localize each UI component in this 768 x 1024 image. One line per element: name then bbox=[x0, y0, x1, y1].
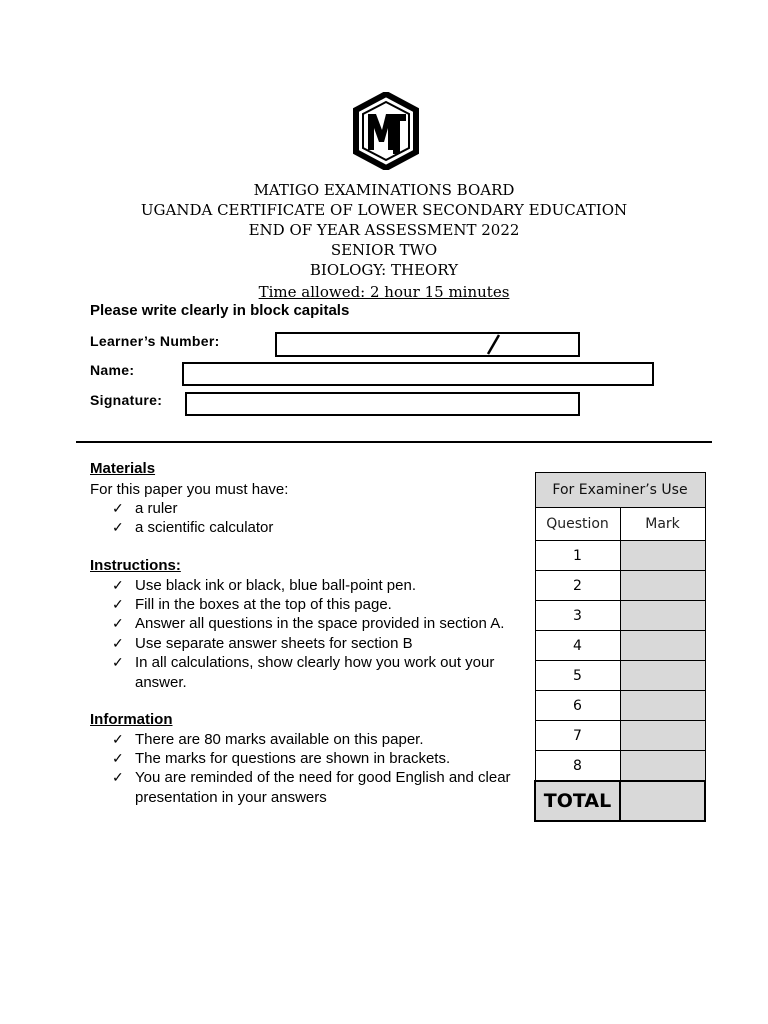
information-item: You are reminded of the need for good English and clear presentation in your answers bbox=[135, 769, 511, 806]
question-number: 2 bbox=[535, 571, 620, 601]
learner-number-field[interactable] bbox=[275, 332, 580, 357]
block-capitals-instruction: Please write clearly in block capitals bbox=[90, 302, 350, 319]
check-icon: ✓ bbox=[112, 731, 124, 747]
board-name: MATIGO EXAMINATIONS BOARD bbox=[253, 181, 515, 199]
name-field[interactable] bbox=[182, 362, 654, 386]
check-icon: ✓ bbox=[112, 654, 124, 670]
time-allowed: Time allowed: 2 hour 15 minutes bbox=[258, 283, 510, 301]
question-column-header: Question bbox=[535, 508, 620, 541]
mark-column-header: Mark bbox=[620, 508, 705, 541]
instruction-item: Use black ink or black, blue ball-point pen. bbox=[135, 577, 416, 594]
check-icon: ✓ bbox=[112, 519, 124, 535]
signature-field[interactable] bbox=[185, 392, 580, 416]
information-item: There are 80 marks available on this paper. bbox=[135, 731, 424, 748]
name-label: Name: bbox=[90, 362, 135, 378]
question-number: 6 bbox=[535, 691, 620, 721]
question-number: 4 bbox=[535, 631, 620, 661]
total-mark-cell[interactable] bbox=[620, 781, 705, 821]
signature-label: Signature: bbox=[90, 392, 163, 408]
certificate-title: UGANDA CERTIFICATE OF LOWER SECONDARY EDUCATION bbox=[140, 201, 628, 219]
information-item: The marks for questions are shown in brackets. bbox=[135, 750, 451, 767]
mark-cell[interactable] bbox=[620, 541, 705, 571]
mark-cell[interactable] bbox=[620, 601, 705, 631]
question-number: 1 bbox=[535, 541, 620, 571]
check-icon: ✓ bbox=[112, 596, 124, 612]
mark-cell[interactable] bbox=[620, 631, 705, 661]
assessment-title: END OF YEAR ASSESSMENT 2022 bbox=[248, 221, 520, 239]
total-label: TOTAL bbox=[535, 781, 620, 821]
materials-item: a scientific calculator bbox=[135, 519, 274, 536]
mark-cell[interactable] bbox=[620, 571, 705, 601]
subject-title: BIOLOGY: THEORY bbox=[309, 261, 459, 279]
question-number: 5 bbox=[535, 661, 620, 691]
mark-cell[interactable] bbox=[620, 661, 705, 691]
examiner-table-title: For Examiner’s Use bbox=[535, 473, 705, 508]
check-icon: ✓ bbox=[112, 635, 124, 651]
instruction-item: Use separate answer sheets for section B bbox=[135, 635, 413, 652]
learner-number-label: Learner’s Number: bbox=[90, 333, 220, 349]
check-icon: ✓ bbox=[112, 750, 124, 766]
materials-intro: For this paper you must have: bbox=[90, 481, 289, 498]
check-icon: ✓ bbox=[112, 769, 124, 785]
question-number: 7 bbox=[535, 721, 620, 751]
examiner-table bbox=[534, 472, 706, 822]
matigo-logo bbox=[352, 92, 420, 170]
instruction-item: In all calculations, show clearly how you work out your answer. bbox=[135, 654, 495, 691]
mark-cell[interactable] bbox=[620, 751, 705, 782]
materials-title: Materials bbox=[90, 460, 156, 477]
instruction-item: Fill in the boxes at the top of this page. bbox=[135, 596, 392, 613]
question-number: 3 bbox=[535, 601, 620, 631]
check-icon: ✓ bbox=[112, 500, 124, 516]
check-icon: ✓ bbox=[112, 577, 124, 593]
question-number: 8 bbox=[535, 751, 620, 782]
check-icon: ✓ bbox=[112, 615, 124, 631]
materials-item: a ruler bbox=[135, 500, 178, 517]
separator-slash bbox=[482, 334, 506, 355]
section-divider bbox=[76, 441, 712, 443]
instruction-item: Answer all questions in the space provided in section A. bbox=[135, 615, 505, 632]
class-level: SENIOR TWO bbox=[330, 241, 438, 259]
mark-cell[interactable] bbox=[620, 691, 705, 721]
mark-cell[interactable] bbox=[620, 721, 705, 751]
instructions-title: Instructions: bbox=[90, 557, 181, 574]
information-title: Information bbox=[90, 711, 173, 728]
